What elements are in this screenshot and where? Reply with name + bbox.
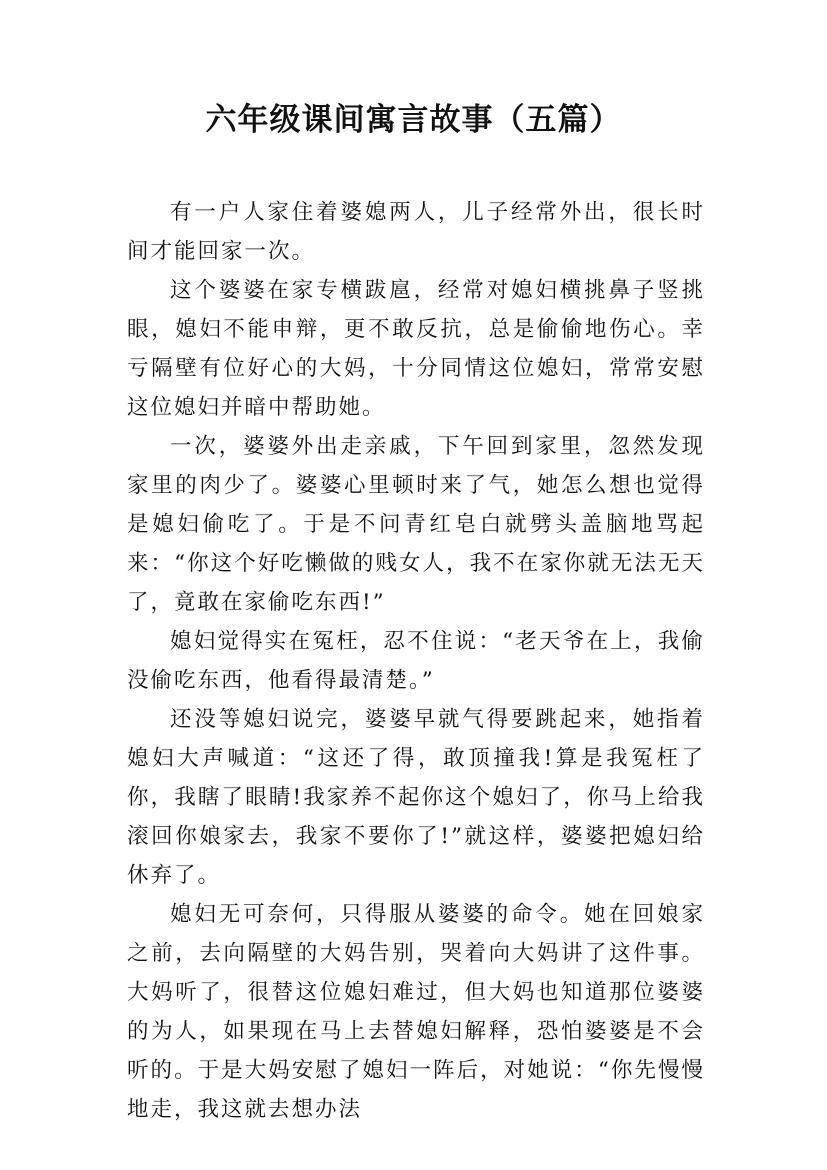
document-title: 六年级课间寓言故事（五篇） (205, 102, 622, 138)
paragraph-4: 媳妇觉得实在冤枉，忍不住说：“老天爷在上，我偷没偷吃东西，他看得最清楚。” (127, 629, 705, 693)
document-body (127, 193, 705, 1129)
paragraph-2: 这个婆婆在家专横跋扈，经常对媳妇横挑鼻子竖挑眼，媳妇不能申辩，更不敢反抗，总是偷偷地伤心。幸亏隔壁有位好心的大妈，十分同情这位媳妇，常常安慰这位媳妇并暗中帮助她。 (127, 278, 705, 420)
paragraph-1: 有一户人家住着婆媳两人，儿子经常外出，很长时间才能回家一次。 (127, 200, 705, 264)
paragraph-3: 一次，婆婆外出走亲戚，下午回到家里，忽然发现家里的肉少了。婆婆心里顿时来了气，她怎么想也觉得是媳妇偷吃了。于是不问青红皂白就劈头盖脑地骂起来：“你这个好吃懒做的贱女人，我不在家你就无法无天了，竟敢在家偷吃东西!” (127, 434, 705, 615)
paragraph-6: 媳妇无可奈何，只得服从婆婆的命令。她在回娘家之前，去向隔壁的大妈告别，哭着向大妈讲了这件事。大妈听了，很替这位媳妇难过，但大妈也知道那位婆婆的为人，如果现在马上去替媳妇解释，恐怕婆婆是不会听的。于是大妈安慰了媳妇一阵后，对她说：“你先慢慢地走，我这就去想办法 (127, 902, 705, 1122)
paragraph-5: 还没等媳妇说完，婆婆早就气得要跳起来，她指着媳妇大声喊道：“这还了得，敢顶撞我!算是我冤枉了你，我瞎了眼睛!我家养不起你这个媳妇了，你马上给我滚回你娘家去，我家不要你了!”就这样，婆婆把媳妇给休弃了。 (127, 707, 705, 888)
